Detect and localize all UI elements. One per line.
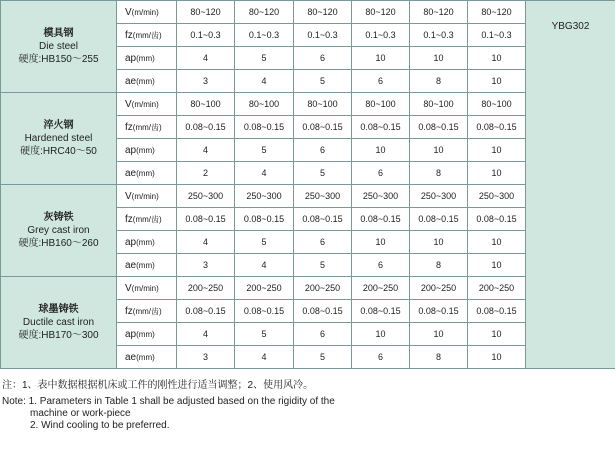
parameter-label <box>117 323 177 346</box>
value-cell: 10 <box>410 323 468 346</box>
value-cell: 10 <box>410 139 468 162</box>
value-cell: 0.1~0.3 <box>177 24 235 47</box>
parameter-label <box>117 208 177 231</box>
parameter-symbol: ap <box>125 236 137 248</box>
value-cell: 10 <box>410 231 468 254</box>
value-cell: 0.08~0.15 <box>294 208 352 231</box>
value-cell: 10 <box>468 231 526 254</box>
parameter-unit: (mm) <box>136 76 155 86</box>
value-cell: 200~250 <box>410 277 468 300</box>
table-row <box>1 93 615 116</box>
parameter-label <box>117 231 177 254</box>
material-name-en: Grey cast iron <box>27 225 90 236</box>
value-cell: 80~120 <box>294 1 352 24</box>
note-english-line-2: machine or work-piece <box>30 408 131 419</box>
value-cell: 80~120 <box>410 1 468 24</box>
value-cell: 4 <box>235 70 294 93</box>
parameter-label <box>117 254 177 277</box>
value-cell: 3 <box>177 346 235 369</box>
value-cell: 0.08~0.15 <box>177 300 235 323</box>
material-name-zh: 模具钢 <box>43 28 74 39</box>
value-cell: 8 <box>410 254 468 277</box>
parameter-unit: (mm) <box>136 260 155 270</box>
value-cell: 5 <box>235 323 294 346</box>
value-cell: 10 <box>468 346 526 369</box>
value-cell: 0.08~0.15 <box>294 300 352 323</box>
value-cell: 0.08~0.15 <box>468 116 526 139</box>
value-cell: 0.08~0.15 <box>235 208 294 231</box>
value-cell: 0.08~0.15 <box>468 208 526 231</box>
value-cell: 200~250 <box>294 277 352 300</box>
value-cell: 10 <box>352 139 410 162</box>
value-cell: 6 <box>294 47 352 70</box>
value-cell: 6 <box>294 323 352 346</box>
value-cell: 5 <box>294 162 352 185</box>
value-cell: 200~250 <box>352 277 410 300</box>
material-name-zh: 灰铸铁 <box>43 212 74 223</box>
value-cell: 5 <box>294 70 352 93</box>
value-cell: 4 <box>177 139 235 162</box>
value-cell: 80~120 <box>468 1 526 24</box>
parameter-unit: (mm/齿) <box>132 122 162 132</box>
value-cell: 4 <box>177 323 235 346</box>
value-cell: 0.08~0.15 <box>352 300 410 323</box>
parameter-unit: (mm) <box>136 168 155 178</box>
parameter-label <box>117 24 177 47</box>
material-cell <box>1 93 117 185</box>
value-cell: 10 <box>468 254 526 277</box>
value-cell: 0.08~0.15 <box>235 116 294 139</box>
value-cell: 80~120 <box>235 1 294 24</box>
value-cell: 4 <box>235 162 294 185</box>
value-cell: 200~250 <box>177 277 235 300</box>
value-cell: 80~100 <box>468 93 526 116</box>
material-hardness: 硬度:HB160～260 <box>18 238 99 249</box>
value-cell: 3 <box>177 254 235 277</box>
material-hardness: 硬度:HB150～255 <box>18 54 99 65</box>
value-cell: 0.08~0.15 <box>235 300 294 323</box>
value-cell: 80~120 <box>352 1 410 24</box>
parameter-label <box>117 346 177 369</box>
material-name-en: Ductile cast iron <box>22 317 95 328</box>
value-cell: 6 <box>352 162 410 185</box>
value-cell: 10 <box>352 323 410 346</box>
parameter-label <box>117 116 177 139</box>
value-cell: 0.08~0.15 <box>294 116 352 139</box>
value-cell: 10 <box>468 162 526 185</box>
value-cell: 0.1~0.3 <box>352 24 410 47</box>
value-cell: 0.1~0.3 <box>410 24 468 47</box>
parameter-symbol: ap <box>125 328 137 340</box>
value-cell: 5 <box>294 254 352 277</box>
value-cell: 6 <box>352 254 410 277</box>
value-cell: 0.08~0.15 <box>410 300 468 323</box>
parameter-unit: (mm/齿) <box>132 306 162 316</box>
material-hardness: 硬度:HB170～300 <box>18 330 99 341</box>
value-cell: 250~300 <box>410 185 468 208</box>
parameter-symbol: ae <box>125 351 137 363</box>
value-cell: 6 <box>352 70 410 93</box>
parameter-symbol: ae <box>125 75 137 87</box>
value-cell: 5 <box>235 231 294 254</box>
table-row <box>1 277 615 300</box>
parameter-unit: (mm/齿) <box>132 30 162 40</box>
parameter-unit: (mm) <box>136 53 155 63</box>
material-cell <box>1 1 117 93</box>
note-english-line-3: 2. Wind cooling to be preferred. <box>30 420 170 431</box>
parameter-symbol: ae <box>125 259 137 271</box>
parameter-symbol: ap <box>125 52 137 64</box>
value-cell: 0.08~0.15 <box>177 208 235 231</box>
value-cell: 0.1~0.3 <box>294 24 352 47</box>
material-cell <box>1 277 117 369</box>
table-row <box>1 185 615 208</box>
value-cell: 6 <box>294 139 352 162</box>
parameter-label <box>117 185 177 208</box>
value-cell: 250~300 <box>468 185 526 208</box>
value-cell: 10 <box>352 47 410 70</box>
value-cell: 10 <box>468 47 526 70</box>
value-cell: 250~300 <box>294 185 352 208</box>
value-cell: 80~100 <box>352 93 410 116</box>
material-name-en: Die steel <box>39 41 78 52</box>
value-cell: 6 <box>294 231 352 254</box>
parameter-symbol: ae <box>125 167 137 179</box>
value-cell: 80~100 <box>294 93 352 116</box>
value-cell: 10 <box>352 231 410 254</box>
value-cell: 0.08~0.15 <box>177 116 235 139</box>
material-name-zh: 球墨铸铁 <box>38 304 79 315</box>
value-cell: 0.1~0.3 <box>235 24 294 47</box>
value-cell: 0.08~0.15 <box>352 208 410 231</box>
value-cell: 4 <box>177 231 235 254</box>
value-cell: 80~100 <box>177 93 235 116</box>
value-cell: 250~300 <box>352 185 410 208</box>
parameter-label <box>117 70 177 93</box>
grade-cell: YBG302 <box>526 1 615 369</box>
material-name-zh: 淬火钢 <box>43 120 74 131</box>
parameter-unit: (mm/齿) <box>132 214 162 224</box>
value-cell: 0.08~0.15 <box>410 116 468 139</box>
parameter-unit: (m/min) <box>131 99 159 109</box>
value-cell: 8 <box>410 346 468 369</box>
value-cell: 80~100 <box>235 93 294 116</box>
parameter-symbol: V <box>125 282 132 294</box>
value-cell: 5 <box>235 47 294 70</box>
value-cell: 0.1~0.3 <box>468 24 526 47</box>
value-cell: 80~100 <box>410 93 468 116</box>
parameter-label <box>117 47 177 70</box>
parameter-symbol: fz <box>125 121 133 133</box>
parameter-symbol: fz <box>125 213 133 225</box>
material-hardness: 硬度:HRC40～50 <box>20 146 97 157</box>
value-cell: 250~300 <box>235 185 294 208</box>
parameter-symbol: V <box>125 6 132 18</box>
value-cell: 250~300 <box>177 185 235 208</box>
value-cell: 80~120 <box>177 1 235 24</box>
parameter-unit: (m/min) <box>131 283 159 293</box>
value-cell: 8 <box>410 70 468 93</box>
value-cell: 200~250 <box>235 277 294 300</box>
note-chinese: 注：1、表中数据根据机床或工件的刚性进行适当调整；2、使用风冷。 <box>2 380 314 391</box>
parameter-symbol: fz <box>125 305 133 317</box>
parameter-symbol: V <box>125 98 132 110</box>
parameter-unit: (mm) <box>136 352 155 362</box>
parameter-symbol: fz <box>125 29 133 41</box>
value-cell: 10 <box>468 70 526 93</box>
value-cell: 5 <box>294 346 352 369</box>
parameter-unit: (mm) <box>136 329 155 339</box>
material-cell <box>1 185 117 277</box>
value-cell: 200~250 <box>468 277 526 300</box>
parameter-label <box>117 162 177 185</box>
value-cell: 10 <box>410 47 468 70</box>
value-cell: 5 <box>235 139 294 162</box>
value-cell: 6 <box>352 346 410 369</box>
parameter-label <box>117 1 177 24</box>
parameter-symbol: V <box>125 190 132 202</box>
value-cell: 3 <box>177 70 235 93</box>
value-cell: 4 <box>235 254 294 277</box>
parameter-label <box>117 93 177 116</box>
value-cell: 4 <box>177 47 235 70</box>
value-cell: 0.08~0.15 <box>352 116 410 139</box>
note-english-line-1: Note: 1. Parameters in Table 1 shall be adjusted based on the rigidity of the <box>2 396 335 407</box>
value-cell: 10 <box>468 139 526 162</box>
parameter-unit: (mm) <box>136 237 155 247</box>
value-cell: 0.08~0.15 <box>410 208 468 231</box>
parameter-label <box>117 300 177 323</box>
value-cell: 10 <box>468 323 526 346</box>
value-cell: 0.08~0.15 <box>468 300 526 323</box>
material-name-en: Hardened steel <box>24 133 93 144</box>
notes <box>2 380 335 432</box>
value-cell: 2 <box>177 162 235 185</box>
parameter-symbol: ap <box>125 144 137 156</box>
value-cell: 8 <box>410 162 468 185</box>
value-cell: 4 <box>235 346 294 369</box>
parameter-unit: (m/min) <box>131 7 159 17</box>
parameter-label <box>117 139 177 162</box>
parameter-unit: (m/min) <box>131 191 159 201</box>
parameter-label <box>117 277 177 300</box>
table-row <box>1 1 615 24</box>
parameter-unit: (mm) <box>136 145 155 155</box>
